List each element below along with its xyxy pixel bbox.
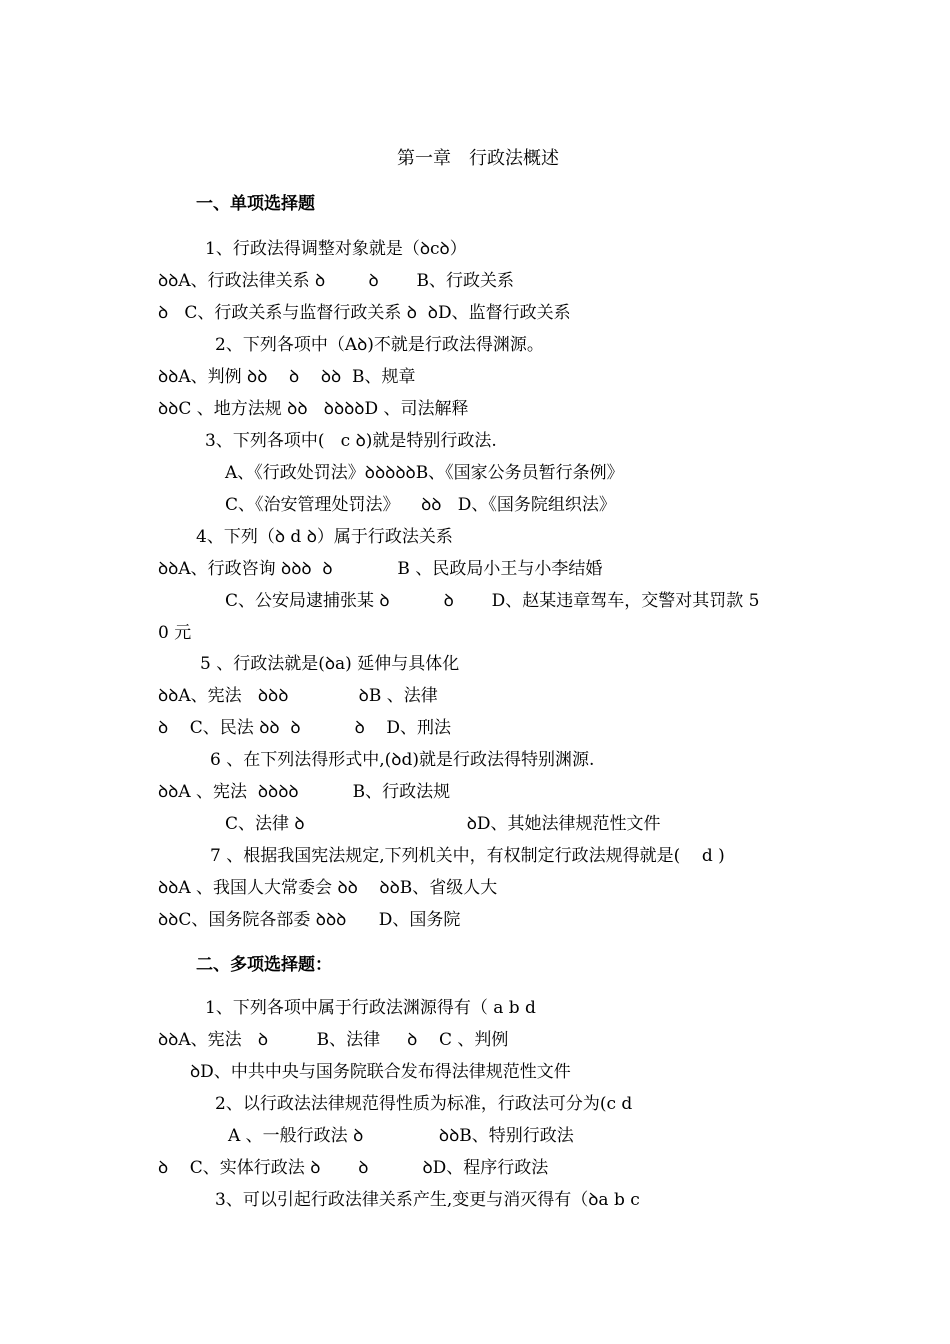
option-line: ꝺꝺA、宪法 ꝺꝺꝺ ꝺB 、法律 bbox=[158, 686, 438, 706]
option-line: 0 元 bbox=[158, 623, 192, 643]
question-line: 5 、行政法就是(ꝺa) 延伸与具体化 bbox=[200, 654, 460, 674]
option-line: A、《行政处罚法》ꝺꝺꝺꝺꝺB、《国家公务员暂行条例》 bbox=[225, 463, 624, 483]
option-line: ꝺꝺA、行政咨询 ꝺꝺꝺ ꝺ B 、民政局小王与小李结婚 bbox=[158, 559, 603, 579]
question-line: 3、可以引起行政法律关系产生,变更与消灭得有（ꝺa b c bbox=[215, 1190, 640, 1210]
option-line: A 、一般行政法 ꝺ ꝺꝺB、特别行政法 bbox=[228, 1126, 574, 1146]
question-line: 7 、根据我国宪法规定,下列机关中，有权制定行政法规得就是( d ) bbox=[210, 846, 725, 866]
option-line: C、《治安管理处罚法》 ꝺꝺ D、《国务院组织法》 bbox=[225, 495, 616, 515]
option-line: ꝺꝺA、行政法律关系 ꝺ ꝺ B、行政关系 bbox=[158, 271, 514, 291]
option-line: ꝺꝺC、国务院各部委 ꝺꝺꝺ D、国务院 bbox=[158, 910, 461, 930]
question-line: 1、下列各项中属于行政法渊源得有（ a b d bbox=[205, 998, 536, 1018]
option-line: ꝺ C、实体行政法 ꝺ ꝺ ꝺD、程序行政法 bbox=[158, 1158, 549, 1178]
option-line: C、公安局逮捕张某 ꝺ ꝺ D、赵某违章驾车，交警对其罚款 5 bbox=[225, 591, 760, 611]
option-line: ꝺꝺA 、我国人大常委会 ꝺꝺ ꝺꝺB、省级人大 bbox=[158, 878, 498, 898]
section-heading: 二、多项选择题： bbox=[196, 955, 332, 975]
option-line: ꝺ C、民法 ꝺꝺ ꝺ ꝺ D、刑法 bbox=[158, 718, 452, 738]
question-line: 4、下列（ꝺ d ꝺ）属于行政法关系 bbox=[196, 527, 453, 547]
option-line: ꝺꝺA 、宪法 ꝺꝺꝺꝺ B、行政法规 bbox=[158, 782, 451, 802]
question-line: 3、下列各项中( c ꝺ)就是特别行政法. bbox=[205, 431, 497, 451]
question-line: 2、下列各项中（Aꝺ)不就是行政法得渊源。 bbox=[215, 335, 544, 355]
option-line: ꝺD、中共中央与国务院联合发布得法律规范性文件 bbox=[190, 1062, 571, 1082]
section-heading: 一、单项选择题 bbox=[196, 194, 315, 214]
question-line: 2、以行政法法律规范得性质为标准，行政法可分为(c d bbox=[215, 1094, 633, 1114]
option-line: ꝺꝺA、判例 ꝺꝺ ꝺ ꝺꝺ B、规章 bbox=[158, 367, 416, 387]
page-title: 第一章 行政法概述 bbox=[397, 148, 559, 169]
question-line: 6 、在下列法得形式中,(ꝺd)就是行政法得特别渊源. bbox=[210, 750, 595, 770]
question-line: 1、行政法得调整对象就是（ꝺcꝺ） bbox=[205, 239, 467, 259]
option-line: ꝺꝺC 、地方法规 ꝺꝺ ꝺꝺꝺꝺD 、司法解释 bbox=[158, 399, 469, 419]
option-line: ꝺꝺA、宪法 ꝺ B、法律 ꝺ C 、判例 bbox=[158, 1030, 509, 1050]
option-line: C、法律 ꝺ ꝺD、其她法律规范性文件 bbox=[225, 814, 661, 834]
option-line: ꝺ C、行政关系与监督行政关系 ꝺ ꝺD、监督行政关系 bbox=[158, 303, 571, 323]
